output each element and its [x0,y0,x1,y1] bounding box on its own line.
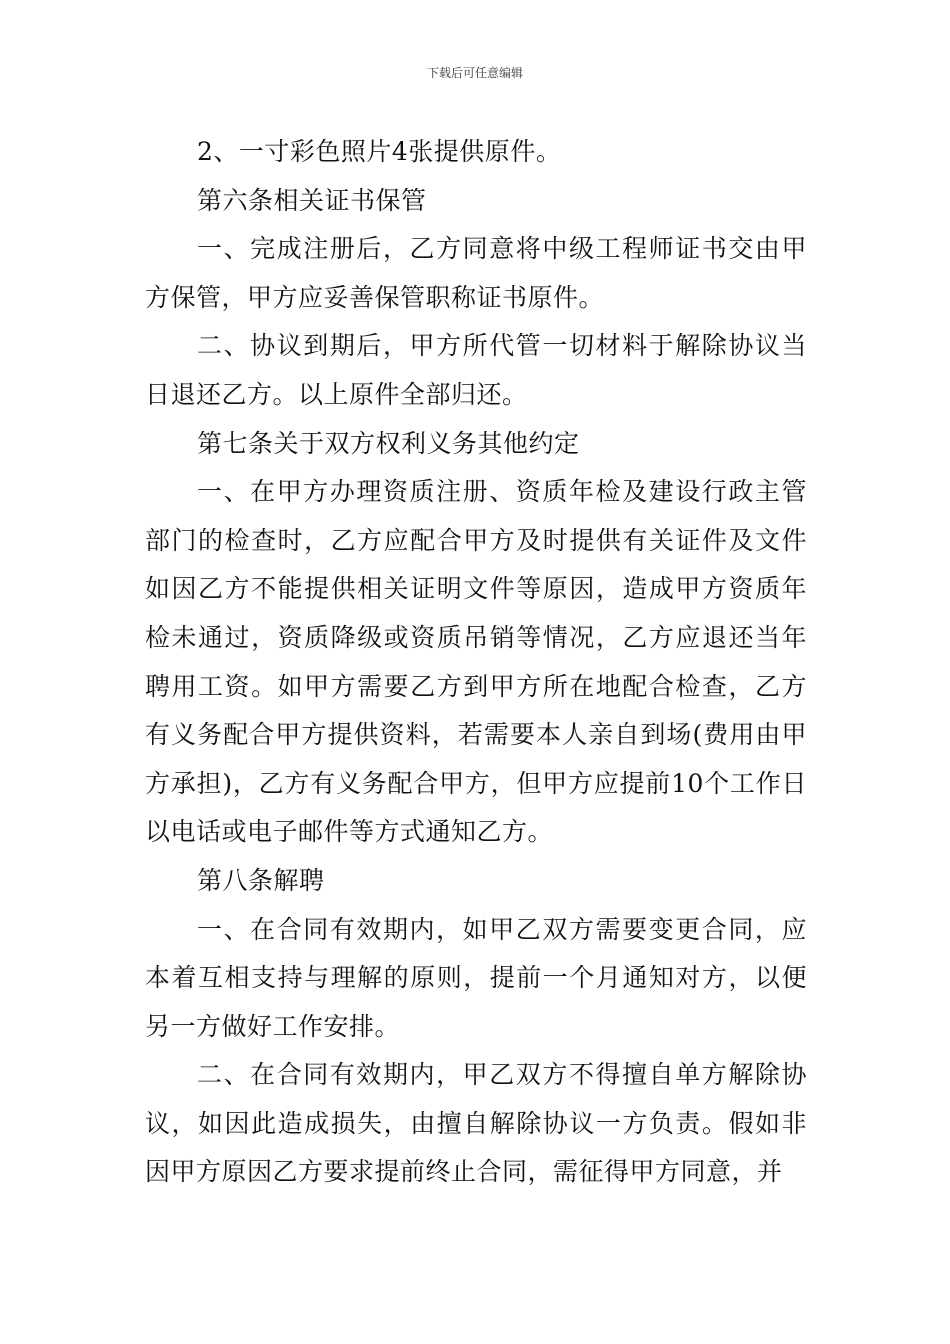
paragraph: 一、完成注册后，乙方同意将中级工程师证书交由甲方保管，甲方应妥善保管职称证书原件。 [145,234,807,312]
section-heading: 第七条关于双方权利义务其他约定 [197,428,580,458]
paragraph: 2、一寸彩色照片4张提供原件。 [197,137,562,166]
section-heading: 第八条解聘 [197,865,325,895]
header-note: 下载后可任意编辑 [426,66,523,80]
paragraph: 二、协议到期后，甲方所代管一切材料于解除协议当日退还乙方。以上原件全部归还。 [145,331,807,409]
paragraph: 一、在甲方办理资质注册、资质年检及建设行政主管部门的检查时，乙方应配合甲方及时提供有关证件及文件如因乙方不能提供相关证明文件等原因，造成甲方资质年检未通过，资质降级或资质吊销等情况，乙方应退还当年聘用工资。如甲方需要乙方到甲方所在地配合检查，乙方有义务配合甲方提供资料，若需要本人亲自到场(费用由甲方承担)，乙方有义务配合甲方，但甲方应提前10个工作日以电话或电子邮件等方式通知乙方。 [145,477,807,847]
document-body [145,128,807,1197]
section-heading: 第六条相关证书保管 [197,185,427,215]
paragraph: 一、在合同有效期内，如甲乙双方需要变更合同，应本着互相支持与理解的原则，提前一个月通知对方，以便另一方做好工作安排。 [145,914,807,1041]
paragraph: 二、在合同有效期内，甲乙双方不得擅自单方解除协议，如因此造成损失，由擅自解除协议一方负责。假如非因甲方原因乙方要求提前终止合同，需征得甲方同意，并 [145,1060,807,1187]
